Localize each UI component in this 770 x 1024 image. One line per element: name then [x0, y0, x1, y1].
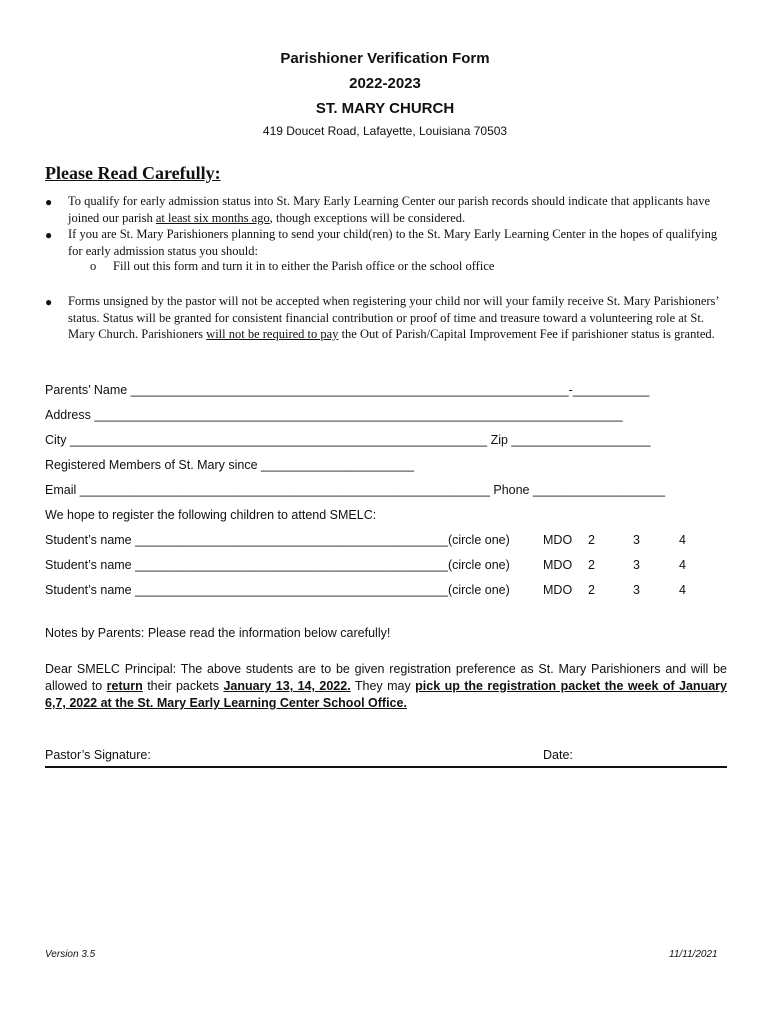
pastor-signature-label: Pastor’s Signature:	[45, 748, 151, 762]
bullet1-underlined: at least six months ago	[155, 210, 270, 225]
instruction-sub-bullet: Fill out this form and turn it in to either the Parish office or the school office	[113, 259, 495, 273]
church-name: ST. MARY CHURCH	[315, 100, 455, 117]
bullet-icon: ●	[45, 228, 53, 242]
option-2[interactable]: 2	[588, 533, 595, 547]
note-text-1: Dear SMELC Principal: The above students are to be given registration preference as St. Mary Parishioners and will be allowed to	[45, 662, 727, 693]
instructions-heading: Please Read Carefully:	[45, 163, 221, 183]
parents-name-field[interactable]: Parents’ Name _______________________________________________________________-___________	[45, 383, 650, 397]
option-4[interactable]: 4	[679, 558, 686, 572]
email-phone-field[interactable]: Email ___________________________________________________________ Phone ___________________	[45, 483, 666, 497]
version-label: Version 3.5	[45, 949, 96, 960]
church-address: 419 Doucet Road, Lafayette, Louisiana 70503	[262, 124, 508, 138]
student-name-field-3[interactable]: Student’s name _____________________________________________(circle one)	[45, 583, 510, 597]
form-year: 2022-2023	[349, 75, 421, 92]
option-3[interactable]: 3	[633, 558, 640, 572]
date-label: Date:	[543, 748, 573, 762]
option-2[interactable]: 2	[588, 583, 595, 597]
children-intro: We hope to register the following children to attend SMELC:	[45, 508, 377, 522]
option-mdo[interactable]: MDO	[543, 533, 573, 547]
bullet1-text-b: , though exceptions will be considered.	[269, 210, 466, 225]
instruction-bullet-1	[68, 193, 728, 226]
option-2[interactable]: 2	[588, 558, 595, 572]
option-4[interactable]: 4	[679, 533, 686, 547]
note-pickup: pick up the registration packet the week of January 6,7, 2022 at the St. Mary Early Learning Center School Office.	[45, 679, 727, 710]
instruction-bullet-3	[68, 293, 728, 343]
bullet3-text-a: Forms unsigned by the pastor will not be accepted when registering your child nor will your family receive St. Mary Parishioners’ status. Status will be granted for consistent financial contribution or proof of time and treasure toward a volunteering role at St. Mary Church. Parishioners	[68, 294, 719, 341]
bullet3-text-b: the Out of Parish/Capital Improvement Fee if parishioner status is granted.	[338, 327, 715, 341]
note-text-2: their packets	[142, 679, 224, 693]
option-mdo[interactable]: MDO	[543, 583, 573, 597]
note-text-3: They may	[350, 679, 416, 693]
option-3[interactable]: 3	[633, 583, 640, 597]
form-title: Parishioner Verification Form	[280, 50, 490, 67]
address-field[interactable]: Address ____________________________________________________________________________	[45, 408, 623, 422]
option-4[interactable]: 4	[679, 583, 686, 597]
instruction-bullet-2: If you are St. Mary Parishioners planning to send your child(ren) to the St. Mary Early Learning Center in the hopes of qualifying for early admission status you should:	[68, 227, 718, 258]
city-zip-field[interactable]: City ____________________________________________________________ Zip ____________________	[45, 433, 651, 447]
student-name-field-1[interactable]: Student’s name _____________________________________________(circle one)	[45, 533, 510, 547]
signature-line[interactable]	[45, 766, 727, 768]
members-since-field[interactable]: Registered Members of St. Mary since ______________________	[45, 458, 414, 472]
principal-note	[45, 661, 727, 712]
bullet-icon: ●	[45, 295, 53, 309]
sub-bullet-marker: o	[90, 259, 97, 273]
note-return: return	[106, 679, 143, 693]
bullet1-text-a: To qualify for early admission status into St. Mary Early Learning Center our parish records should indicate that applicants have joined our parish	[68, 194, 711, 225]
option-mdo[interactable]: MDO	[543, 558, 573, 572]
parents-note: Notes by Parents: Please read the information below carefully!	[45, 626, 391, 640]
option-3[interactable]: 3	[633, 533, 640, 547]
student-name-field-2[interactable]: Student’s name _____________________________________________(circle one)	[45, 558, 510, 572]
bullet3-underlined: will not be required to pay	[206, 327, 339, 341]
note-dates: January 13, 14, 2022.	[223, 679, 351, 693]
footer-date: 11/11/2021	[669, 949, 718, 960]
bullet-icon: ●	[45, 195, 53, 209]
